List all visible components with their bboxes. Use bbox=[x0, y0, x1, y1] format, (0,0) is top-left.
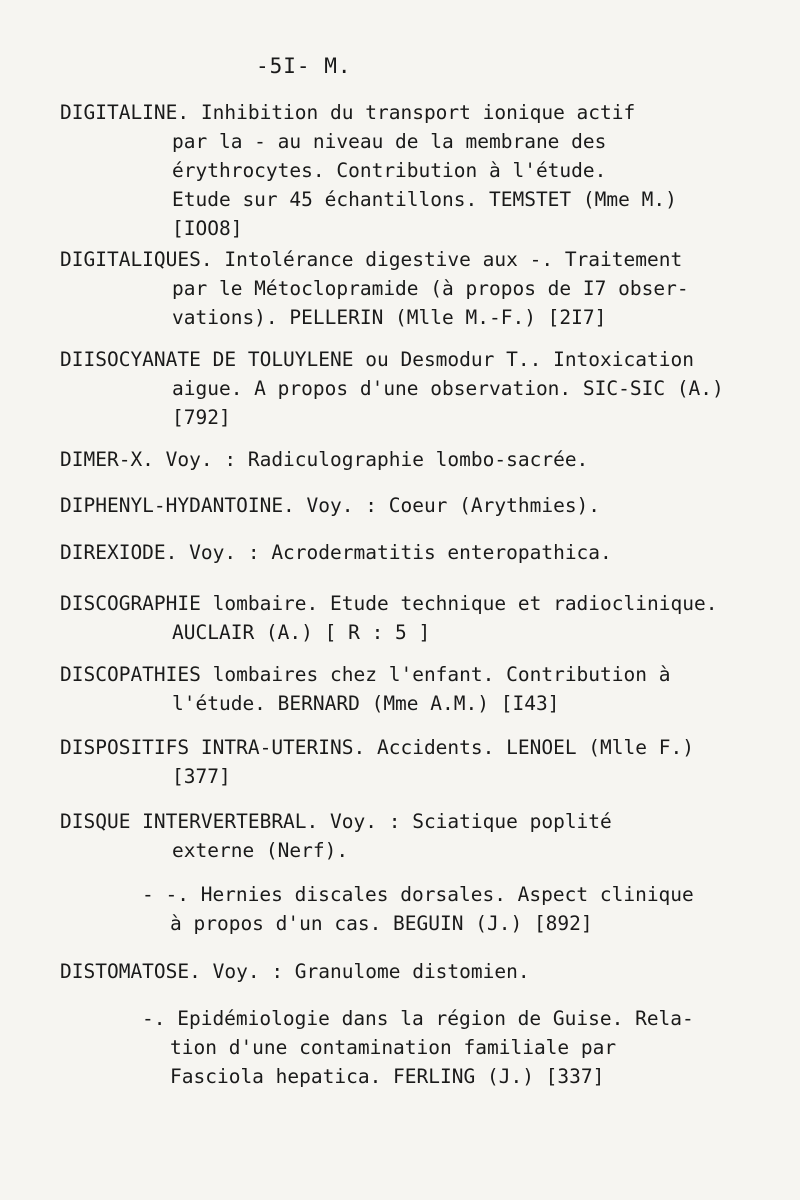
index-entry-digitaline bbox=[60, 98, 760, 243]
entry-line: aigue. A propos d'une observation. SIC-SIC (A.) bbox=[172, 377, 724, 400]
entry-line: par le Métoclopramide (à propos de I7 obser- bbox=[172, 277, 689, 300]
entry-line: DISCOPATHIES lombaires chez l'enfant. Contribution à bbox=[60, 663, 671, 686]
entry-line: DIREXIODE. Voy. : Acrodermatitis enteropathica. bbox=[60, 541, 612, 564]
entry-line: Fasciola hepatica. FERLING (J.) [337] bbox=[170, 1065, 605, 1088]
entry-line: à propos d'un cas. BEGUIN (J.) [892] bbox=[170, 912, 593, 935]
entry-line: DISCOGRAPHIE lombaire. Etude technique et radioclinique. bbox=[60, 592, 718, 615]
index-entry-discographie bbox=[60, 589, 760, 647]
page-header: -5I- M. bbox=[256, 54, 352, 78]
entry-line: [792] bbox=[172, 406, 231, 429]
entry-line: par la - au niveau de la membrane des bbox=[172, 130, 607, 153]
entry-line: externe (Nerf). bbox=[172, 839, 349, 862]
entry-line: DIMER-X. Voy. : Radiculographie lombo-sacrée. bbox=[60, 448, 589, 471]
entry-line: [377] bbox=[172, 765, 231, 788]
entry-line: DISQUE INTERVERTEBRAL. Voy. : Sciatique poplité bbox=[60, 810, 612, 833]
index-entry-dimer-x bbox=[60, 445, 760, 474]
entry-line: vations). PELLERIN (Mlle M.-F.) [2I7] bbox=[172, 306, 607, 329]
index-entry-diisocyanate bbox=[60, 345, 760, 432]
entry-line: DIPHENYL-HYDANTOINE. Voy. : Coeur (Arythmies). bbox=[60, 494, 601, 517]
entry-line: DISTOMATOSE. Voy. : Granulome distomien. bbox=[60, 960, 530, 983]
index-entry-digitaliques bbox=[60, 245, 760, 332]
entry-line: - -. Hernies discales dorsales. Aspect clinique bbox=[142, 883, 694, 906]
index-entry-dispositifs bbox=[60, 733, 760, 791]
entry-line: AUCLAIR (A.) [ R : 5 ] bbox=[172, 621, 431, 644]
index-entry-distomatose bbox=[60, 957, 760, 986]
index-entry-diphenyl-hydantoine bbox=[60, 491, 760, 520]
entry-line: DIISOCYANATE DE TOLUYLENE ou Desmodur T.. Intoxication bbox=[60, 348, 694, 371]
entry-line: Etude sur 45 échantillons. TEMSTET (Mme M.) bbox=[172, 188, 677, 211]
entry-line: érythrocytes. Contribution à l'étude. bbox=[172, 159, 607, 182]
entry-line: [IOO8] bbox=[172, 217, 243, 240]
entry-line: DISPOSITIFS INTRA-UTERINS. Accidents. LENOEL (Mlle F.) bbox=[60, 736, 694, 759]
entry-line: tion d'une contamination familiale par bbox=[170, 1036, 617, 1059]
entry-line: -. Epidémiologie dans la région de Guise. Rela- bbox=[142, 1007, 694, 1030]
index-subentry-epidemiologie bbox=[60, 1004, 800, 1091]
index-subentry-hernies bbox=[60, 880, 800, 938]
index-entry-disque bbox=[60, 807, 760, 865]
index-entry-direxiode bbox=[60, 538, 760, 567]
entry-line: DIGITALINE. Inhibition du transport ionique actif bbox=[60, 101, 636, 124]
entry-line: l'étude. BERNARD (Mme A.M.) [I43] bbox=[172, 692, 560, 715]
index-entry-discopathies bbox=[60, 660, 760, 718]
entry-line: DIGITALIQUES. Intolérance digestive aux -. Traitement bbox=[60, 248, 683, 271]
